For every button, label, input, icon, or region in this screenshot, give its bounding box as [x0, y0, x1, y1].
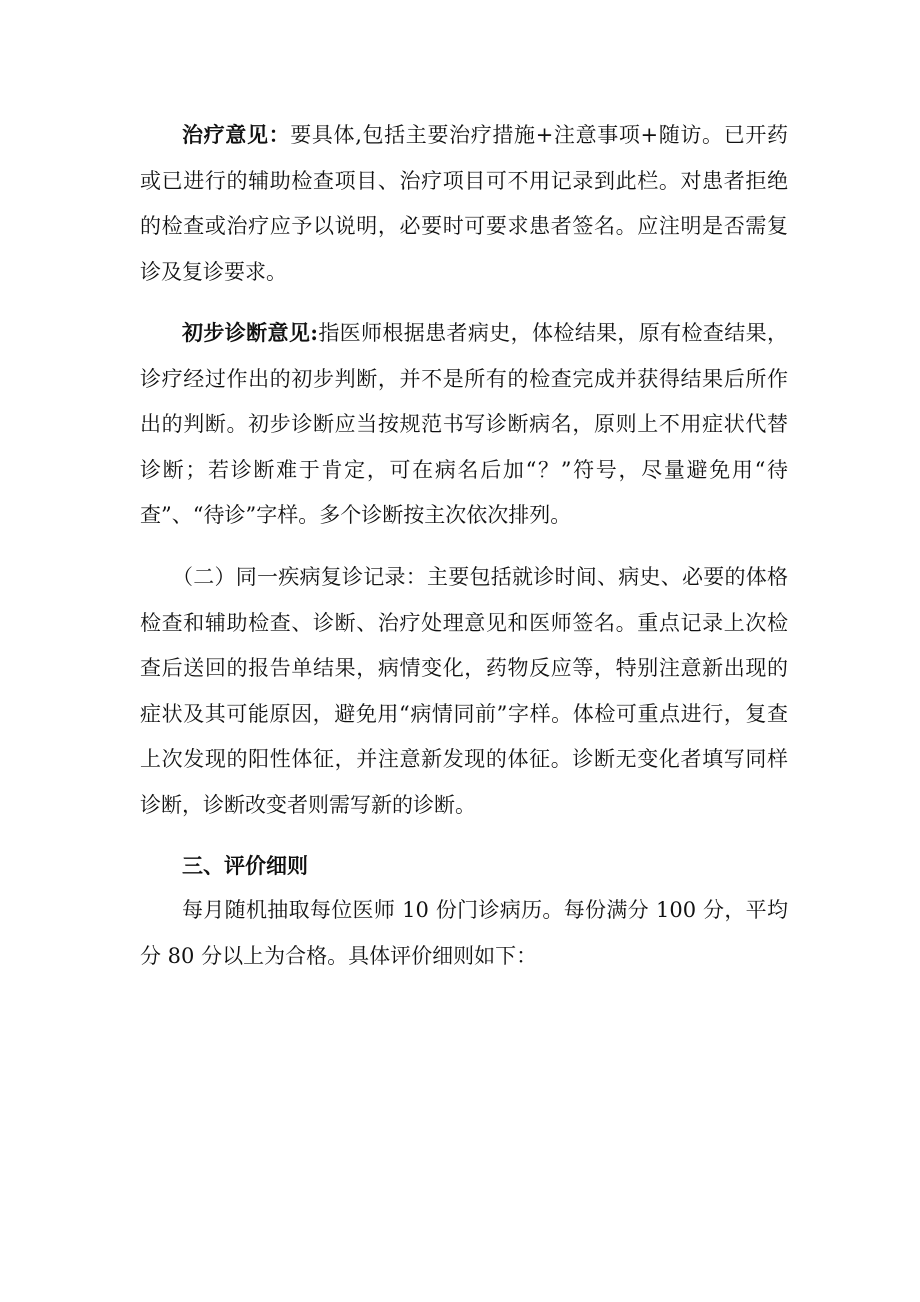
- paragraph-evaluation-rules: [140, 888, 788, 979]
- preliminary-diagnosis-label: 初步诊断意见:: [182, 320, 318, 345]
- evaluation-rules-text: 每月随机抽取每位医师 10 份门诊病历。每份满分 100 分，平均分 80 分以上为合格。具体评价细则如下：: [140, 898, 788, 968]
- paragraph-follow-up-record: [140, 555, 788, 828]
- treatment-opinion-text: 要具体,包括主要治疗措施+注意事项+随访。已开药或已进行的辅助检查项目、治疗项目可不用记录到此栏。对患者拒绝的检查或治疗应予以说明，必要时可要求患者签名。应注明是否需复诊及复诊要求。: [140, 123, 789, 284]
- paragraph-preliminary-diagnosis: [140, 310, 788, 539]
- treatment-opinion-label: 治疗意见：: [182, 122, 291, 147]
- follow-up-record-text: （二）同一疾病复诊记录：主要包括就诊时间、病史、必要的体格检查和辅助检查、诊断、治疗处理意见和医师签名。重点记录上次检查后送回的报告单结果，病情变化，药物反应等，特别注意新出现的症状及其可能原因，避免用“病情同前”字样。体检可重点进行，复查上次发现的阳性体征，并注意新发现的体征。诊断无变化者填写同样诊断，诊断改变者则需写新的诊断。: [140, 565, 788, 817]
- preliminary-diagnosis-text: 指医师根据患者病史，体检结果，原有检查结果，诊疗经过作出的初步判断，并不是所有的检查完成并获得结果后所作出的判断。初步诊断应当按规范书写诊断病名，原则上不用症状代替诊断；若诊断难于肯定，可在病名后加“？”符号，尽量避免用“待查”、“待诊”字样。多个诊断按主次依次排列。: [140, 321, 788, 527]
- paragraph-treatment-opinion: [140, 112, 788, 295]
- section-heading-evaluation: 三、评价细则: [182, 853, 308, 878]
